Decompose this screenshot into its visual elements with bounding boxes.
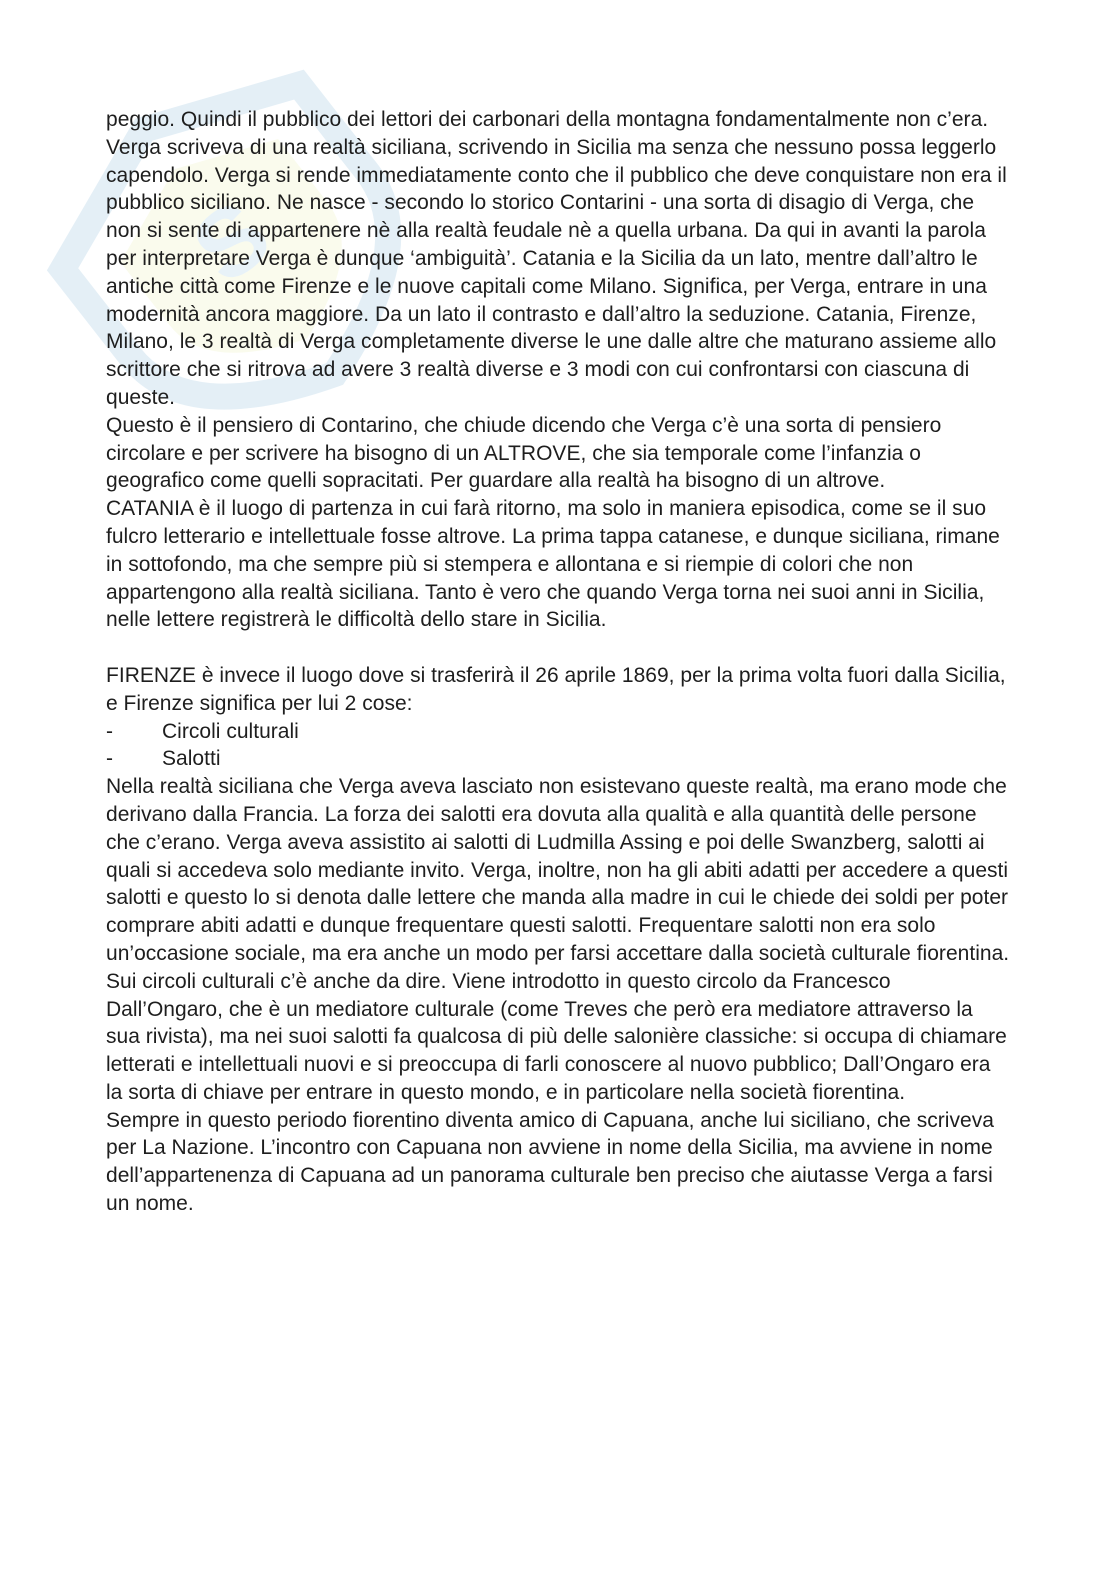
list-item [106,718,1011,746]
paragraph: Questo è il pensiero di Contarino, che chiude dicendo che Verga c’è una sorta di pensiero circolare e per scrivere ha bisogno di un ALTROVE, che sia temporale come l’infanzia o geografico come quelli sopracitati. Per guardare alla realtà ha bisogno di un altrove. [106,413,942,493]
paragraph: Sempre in questo periodo fiorentino diventa amico di Capuana, anche lui siciliano, che scriveva per La Nazione. L’incontro con Capuana non avviene in nome della Sicilia, ma avviene in nome dell’appartenenza di Capuana ad un panorama culturale ben preciso che aiutasse Verga a farsi un nome. [106,1108,994,1216]
bullet-list [106,718,1011,774]
paragraph: FIRENZE è invece il luogo dove si trasferirà il 26 aprile 1869, per la prima volta fuori dalla Sicilia, e Firenze significa per lui 2 cose: [106,663,1006,715]
bullet-dash: - [106,747,114,771]
list-item-text: Salotti [162,747,221,771]
list-item [106,745,1011,773]
document-body [106,106,1011,1218]
paragraph-spacer [106,634,1011,662]
paragraph: peggio. Quindi il pubblico dei lettori dei carbonari della montagna fondamentalmente non c’era. Verga scriveva di una realtà siciliana, scrivendo in Sicilia ma senza che nessuno possa leggerlo capendolo. Verga si rende immediatamente conto che il pubblico che deve conquistare non era il pubblico siciliano. Ne nasce - secondo lo storico Contarini - una sorta di disagio di Verga, che non si sente di appartenere nè alla realtà feudale nè a quella urbana. Da qui in avanti la parola per interpretare Verga è dunque ‘ambiguità’. Catania e la Sicilia da un lato, mentre dall’altro le antiche città come Firenze e le nuove capitali come Milano. Significa, per Verga, entrare in una modernità ancora maggiore. Da un lato il contrasto e dall’altro la seduzione. Catania, Firenze, Milano, le 3 realtà di Verga completamente diverse le une dalle altre che maturano assieme allo scrittore che si ritrova ad avere 3 realtà diverse e 3 modi con cui confrontarsi con ciascuna di queste. [106,108,1007,409]
svg-text:S: S [173,180,290,304]
list-item-text: Circoli culturali [162,719,299,743]
bullet-dash: - [106,719,114,743]
paragraph: Sui circoli culturali c’è anche da dire. Viene introdotto in questo circolo da Francesco Dall’Ongaro, che è un mediatore culturale (come Treves che però era mediatore attraverso la sua rivista), ma nei suoi salotti fa qualcosa di più delle salonière classiche: si occupa di chiamare letterati e intellettuali nuovi e si preoccupa di farli conoscere al nuovo pubblico; Dall’Ongaro era la sorta di chiave per entrare in questo mondo, e in particolare nella società fiorentina. [106,969,1007,1104]
paragraph: CATANIA è il luogo di partenza in cui farà ritorno, ma solo in maniera episodica, come se il suo fulcro letterario e intellettuale fosse altrove. La prima tappa catanese, e dunque siciliana, rimane in sottofondo, ma che sempre più si stempera e allontana e si riempie di colori che non appartengono alla realtà siciliana. Tanto è vero che quando Verga torna nei suoi anni in Sicilia, nelle lettere registrerà le difficoltà dello stare in Sicilia. [106,497,1000,632]
paragraph: Nella realtà siciliana che Verga aveva lasciato non esistevano queste realtà, ma erano mode che derivano dalla Francia. La forza dei salotti era dovuta alla qualità e alla quantità delle persone che c’erano. Verga aveva assistito ai salotti di Ludmilla Assing e poi delle Swanzberg, salotti ai quali si accedeva solo mediante invito. Verga, inoltre, non ha gli abiti adatti per accedere a questi salotti e questo lo si denota dalle lettere che manda alla madre in cui le chiede dei soldi per poter comprare abiti adatti e dunque frequentare questi salotti. Frequentare salotti non era solo un’occasione sociale, ma era anche un modo per farsi accettare dalla società culturale fiorentina. [106,775,1010,965]
